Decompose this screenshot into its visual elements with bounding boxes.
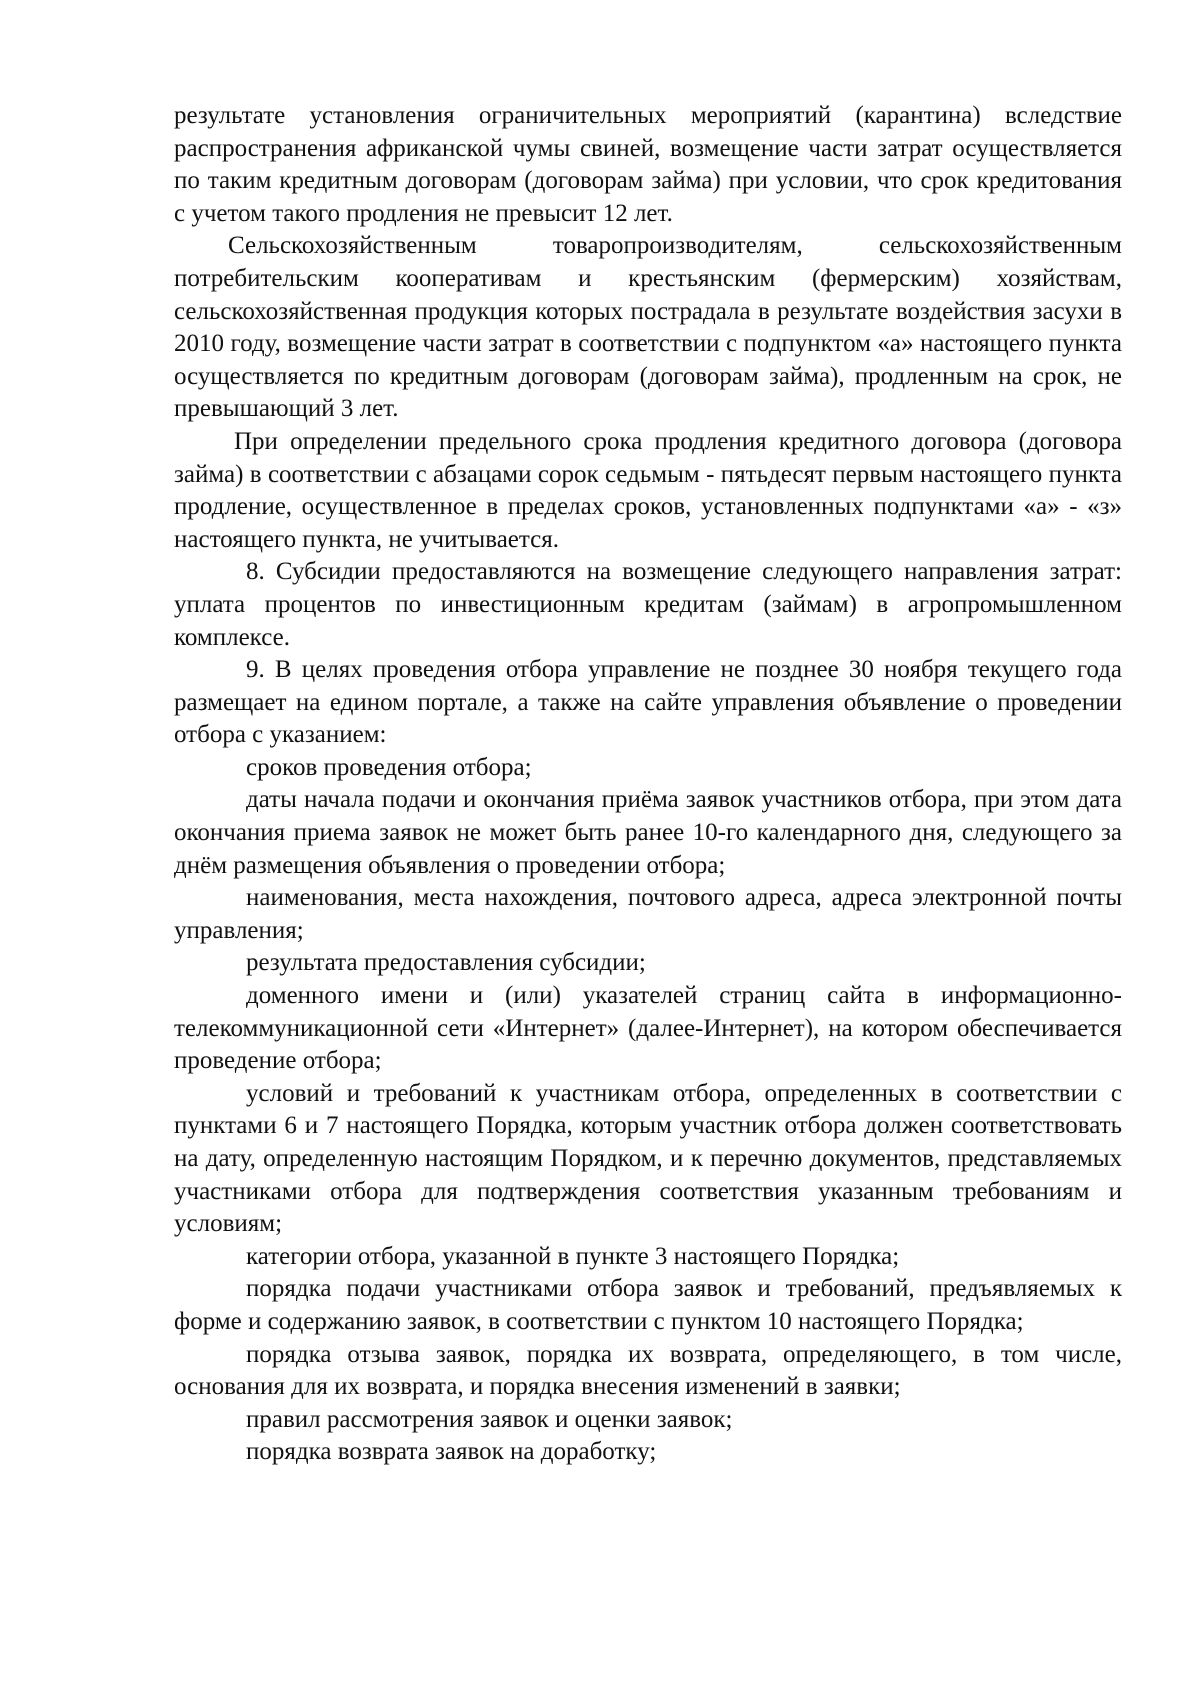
- paragraph-clause-9: 9. В целях проведения отбора управление не позднее 30 ноября текущего года размещает на едином портале, а также на сайте управления объявление о проведении отбора с указанием:: [174, 656, 1122, 749]
- paragraph-quarantine-continuation: результате установления ограничительных мероприятий (карантина) вследствие распространения африканской чумы свиней, возмещение части затрат осуществляется по таким кредитным договорам (договорам займа) при условии, что срок кредитования с учетом такого продления не превысит 12 лет.: [174, 102, 1122, 227]
- paragraph-clause-8: 8. Субсидии предоставляются на возмещение следующего направления затрат: уплата процентов по инвестиционным кредитам (займам) в агропромышленном комплексе.: [174, 558, 1122, 651]
- list-item-review-rules: правил рассмотрения заявок и оценки заявок;: [246, 1405, 733, 1433]
- list-item-office-contacts: наименования, места нахождения, почтового адреса, адреса электронной почты управления;: [174, 884, 1122, 944]
- paragraph-extension-limit: При определении предельного срока продления кредитного договора (договора займа) в соответствии с абзацами сорок седьмым - пятьдесят первым настоящего пункта продление, осуществленное в пределах сроков, установленных подпунктами «а» - «з» настоящего пункта, не учитывается.: [174, 427, 1122, 553]
- list-item-subsidy-result: результата предоставления субсидии;: [246, 949, 646, 977]
- list-item-application-procedure: порядка подачи участниками отбора заявок и требований, предъявляемых к форме и содержанию заявок, в соответствии с пунктом 10 настоящего Порядка;: [174, 1275, 1122, 1335]
- list-item-application-period: даты начала подачи и окончания приёма заявок участников отбора, при этом дата окончания приема заявок не может быть ранее 10-го календарного дня, следующего за днём размещения объявления о проведении отбора;: [174, 786, 1122, 879]
- list-item-selection-dates: сроков проведения отбора;: [246, 753, 532, 781]
- list-item-domain-name: доменного имени и (или) указателей страниц сайта в информационно-телекоммуникационной сети «Интернет» (далее-Интернет), на котором обеспечивается проведение отбора;: [174, 982, 1122, 1075]
- list-item-selection-category: категории отбора, указанной в пункте 3 настоящего Порядка;: [246, 1242, 900, 1270]
- list-item-participant-requirements: условий и требований к участникам отбора, определенных в соответствии с пунктами 6 и 7 настоящего Порядка, которым участник отбора должен соответствовать на дату, определенную настоящим Порядком, и к перечню документов, представляемых участниками отбора для подтверждения соответствия указанным требованиям и условиям;: [174, 1079, 1122, 1238]
- paragraph-drought-2010: Сельскохозяйственным товаропроизводителям, сельскохозяйственным потребительским кооперативам и крестьянским (фермерским) хозяйствам, сельскохозяйственная продукция которых пострадала в результате воздействия засухи в 2010 году, возмещение части затрат в соответствии с подпунктом «а» настоящего пункта осуществляется по кредитным договорам (договорам займа), продленным на срок, не превышающий 3 лет.: [174, 232, 1122, 423]
- list-item-return-for-revision: порядка возврата заявок на доработку;: [246, 1438, 657, 1466]
- list-item-application-withdrawal: порядка отзыва заявок, порядка их возврата, определяющего, в том числе, основания для их возврата, и порядка внесения изменений в заявки;: [174, 1340, 1122, 1401]
- document-body: [174, 100, 1122, 1469]
